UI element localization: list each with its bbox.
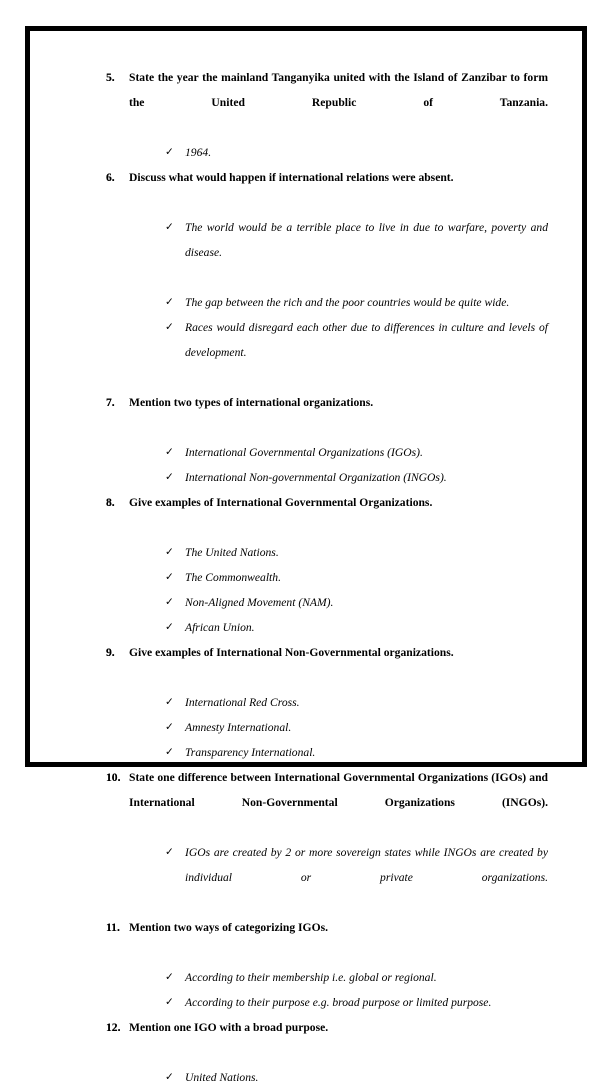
answer-text: Amnesty International. — [185, 721, 292, 734]
answer-item — [129, 715, 548, 740]
answer-list — [129, 215, 548, 390]
check-icon: ✓ — [165, 472, 174, 483]
question-number: 8. — [106, 496, 115, 509]
question-number: 7. — [106, 396, 115, 409]
answer-text: Races would disregard each other due to differences in culture and levels of development. — [185, 321, 548, 359]
check-icon: ✓ — [165, 572, 174, 583]
answer-text: IGOs are created by 2 or more sovereign states while INGOs are created by individual or private organizations. — [185, 846, 548, 884]
check-icon: ✓ — [165, 447, 174, 458]
answer-list — [129, 140, 548, 165]
question-text: Give examples of International Non-Governmental organizations. — [129, 646, 454, 659]
check-icon: ✓ — [165, 847, 174, 858]
question-number: 9. — [106, 646, 115, 659]
question-text: Give examples of International Governmental Organizations. — [129, 496, 433, 509]
question-number: 10. — [106, 771, 121, 784]
check-icon: ✓ — [165, 222, 174, 233]
question-list — [106, 65, 548, 1090]
check-icon: ✓ — [165, 322, 174, 333]
answer-item — [129, 215, 548, 290]
answer-item — [129, 315, 548, 390]
answer-item — [129, 465, 548, 490]
answer-item — [129, 615, 548, 640]
page-border-frame — [25, 26, 587, 1084]
check-icon: ✓ — [165, 147, 174, 158]
answer-list — [129, 540, 548, 640]
check-icon: ✓ — [165, 622, 174, 633]
answer-item — [129, 840, 548, 915]
answer-list — [129, 840, 548, 915]
question-text: State the year the mainland Tanganyika united with the Island of Zanzibar to form the United Republic of Tanzania. — [129, 71, 548, 109]
answer-text: The Commonwealth. — [185, 571, 281, 584]
answer-item — [129, 140, 548, 165]
question-item — [106, 165, 548, 390]
answer-text: The gap between the rich and the poor countries would be quite wide. — [185, 296, 510, 309]
answer-list — [129, 965, 548, 1015]
answer-item — [129, 540, 548, 565]
answer-text: International Non-governmental Organization (INGOs). — [185, 471, 447, 484]
question-item — [106, 390, 548, 490]
answer-text: The world would be a terrible place to live in due to warfare, poverty and disease. — [185, 221, 548, 259]
answer-text: United Nations. — [185, 1071, 259, 1084]
question-item — [106, 1015, 548, 1090]
answer-text: The United Nations. — [185, 546, 279, 559]
question-text: Mention one IGO with a broad purpose. — [129, 1021, 329, 1034]
question-text: Mention two ways of categorizing IGOs. — [129, 921, 329, 934]
question-number: 5. — [106, 71, 115, 84]
answer-text: 1964. — [185, 146, 212, 159]
question-item — [106, 765, 548, 915]
question-item — [106, 490, 548, 640]
question-text: Discuss what would happen if international relations were absent. — [129, 171, 454, 184]
answer-item — [129, 690, 548, 715]
answer-item — [129, 440, 548, 465]
answer-item — [129, 965, 548, 990]
question-number: 11. — [106, 921, 120, 934]
question-item — [106, 65, 548, 165]
answer-text: Non-Aligned Movement (NAM). — [185, 596, 334, 609]
question-item — [106, 640, 548, 765]
answer-item — [129, 290, 548, 315]
check-icon: ✓ — [165, 697, 174, 708]
answer-list — [129, 1065, 548, 1090]
check-icon: ✓ — [165, 722, 174, 733]
answer-item — [129, 1065, 548, 1090]
check-icon: ✓ — [165, 547, 174, 558]
answer-item — [129, 565, 548, 590]
check-icon: ✓ — [165, 747, 174, 758]
question-number: 12. — [106, 1021, 121, 1034]
answer-list — [129, 440, 548, 490]
answer-text: African Union. — [185, 621, 255, 634]
question-text: Mention two types of international organizations. — [129, 396, 374, 409]
check-icon: ✓ — [165, 1072, 174, 1083]
answer-text: International Red Cross. — [185, 696, 300, 709]
answer-text: Transparency International. — [185, 746, 316, 759]
answer-item — [129, 990, 548, 1015]
question-number: 6. — [106, 171, 115, 184]
answer-text: International Governmental Organizations (IGOs). — [185, 446, 423, 459]
document-content — [106, 65, 548, 1090]
answer-item — [129, 740, 548, 765]
check-icon: ✓ — [165, 297, 174, 308]
check-icon: ✓ — [165, 972, 174, 983]
answer-text: According to their membership i.e. global or regional. — [185, 971, 437, 984]
check-icon: ✓ — [165, 597, 174, 608]
answer-list — [129, 690, 548, 765]
question-text: State one difference between International Governmental Organizations (IGOs) and International Non-Governmental Organizations (INGOs). — [129, 771, 548, 809]
answer-text: According to their purpose e.g. broad purpose or limited purpose. — [185, 996, 492, 1009]
check-icon: ✓ — [165, 997, 174, 1008]
question-item — [106, 915, 548, 1015]
answer-item — [129, 590, 548, 615]
